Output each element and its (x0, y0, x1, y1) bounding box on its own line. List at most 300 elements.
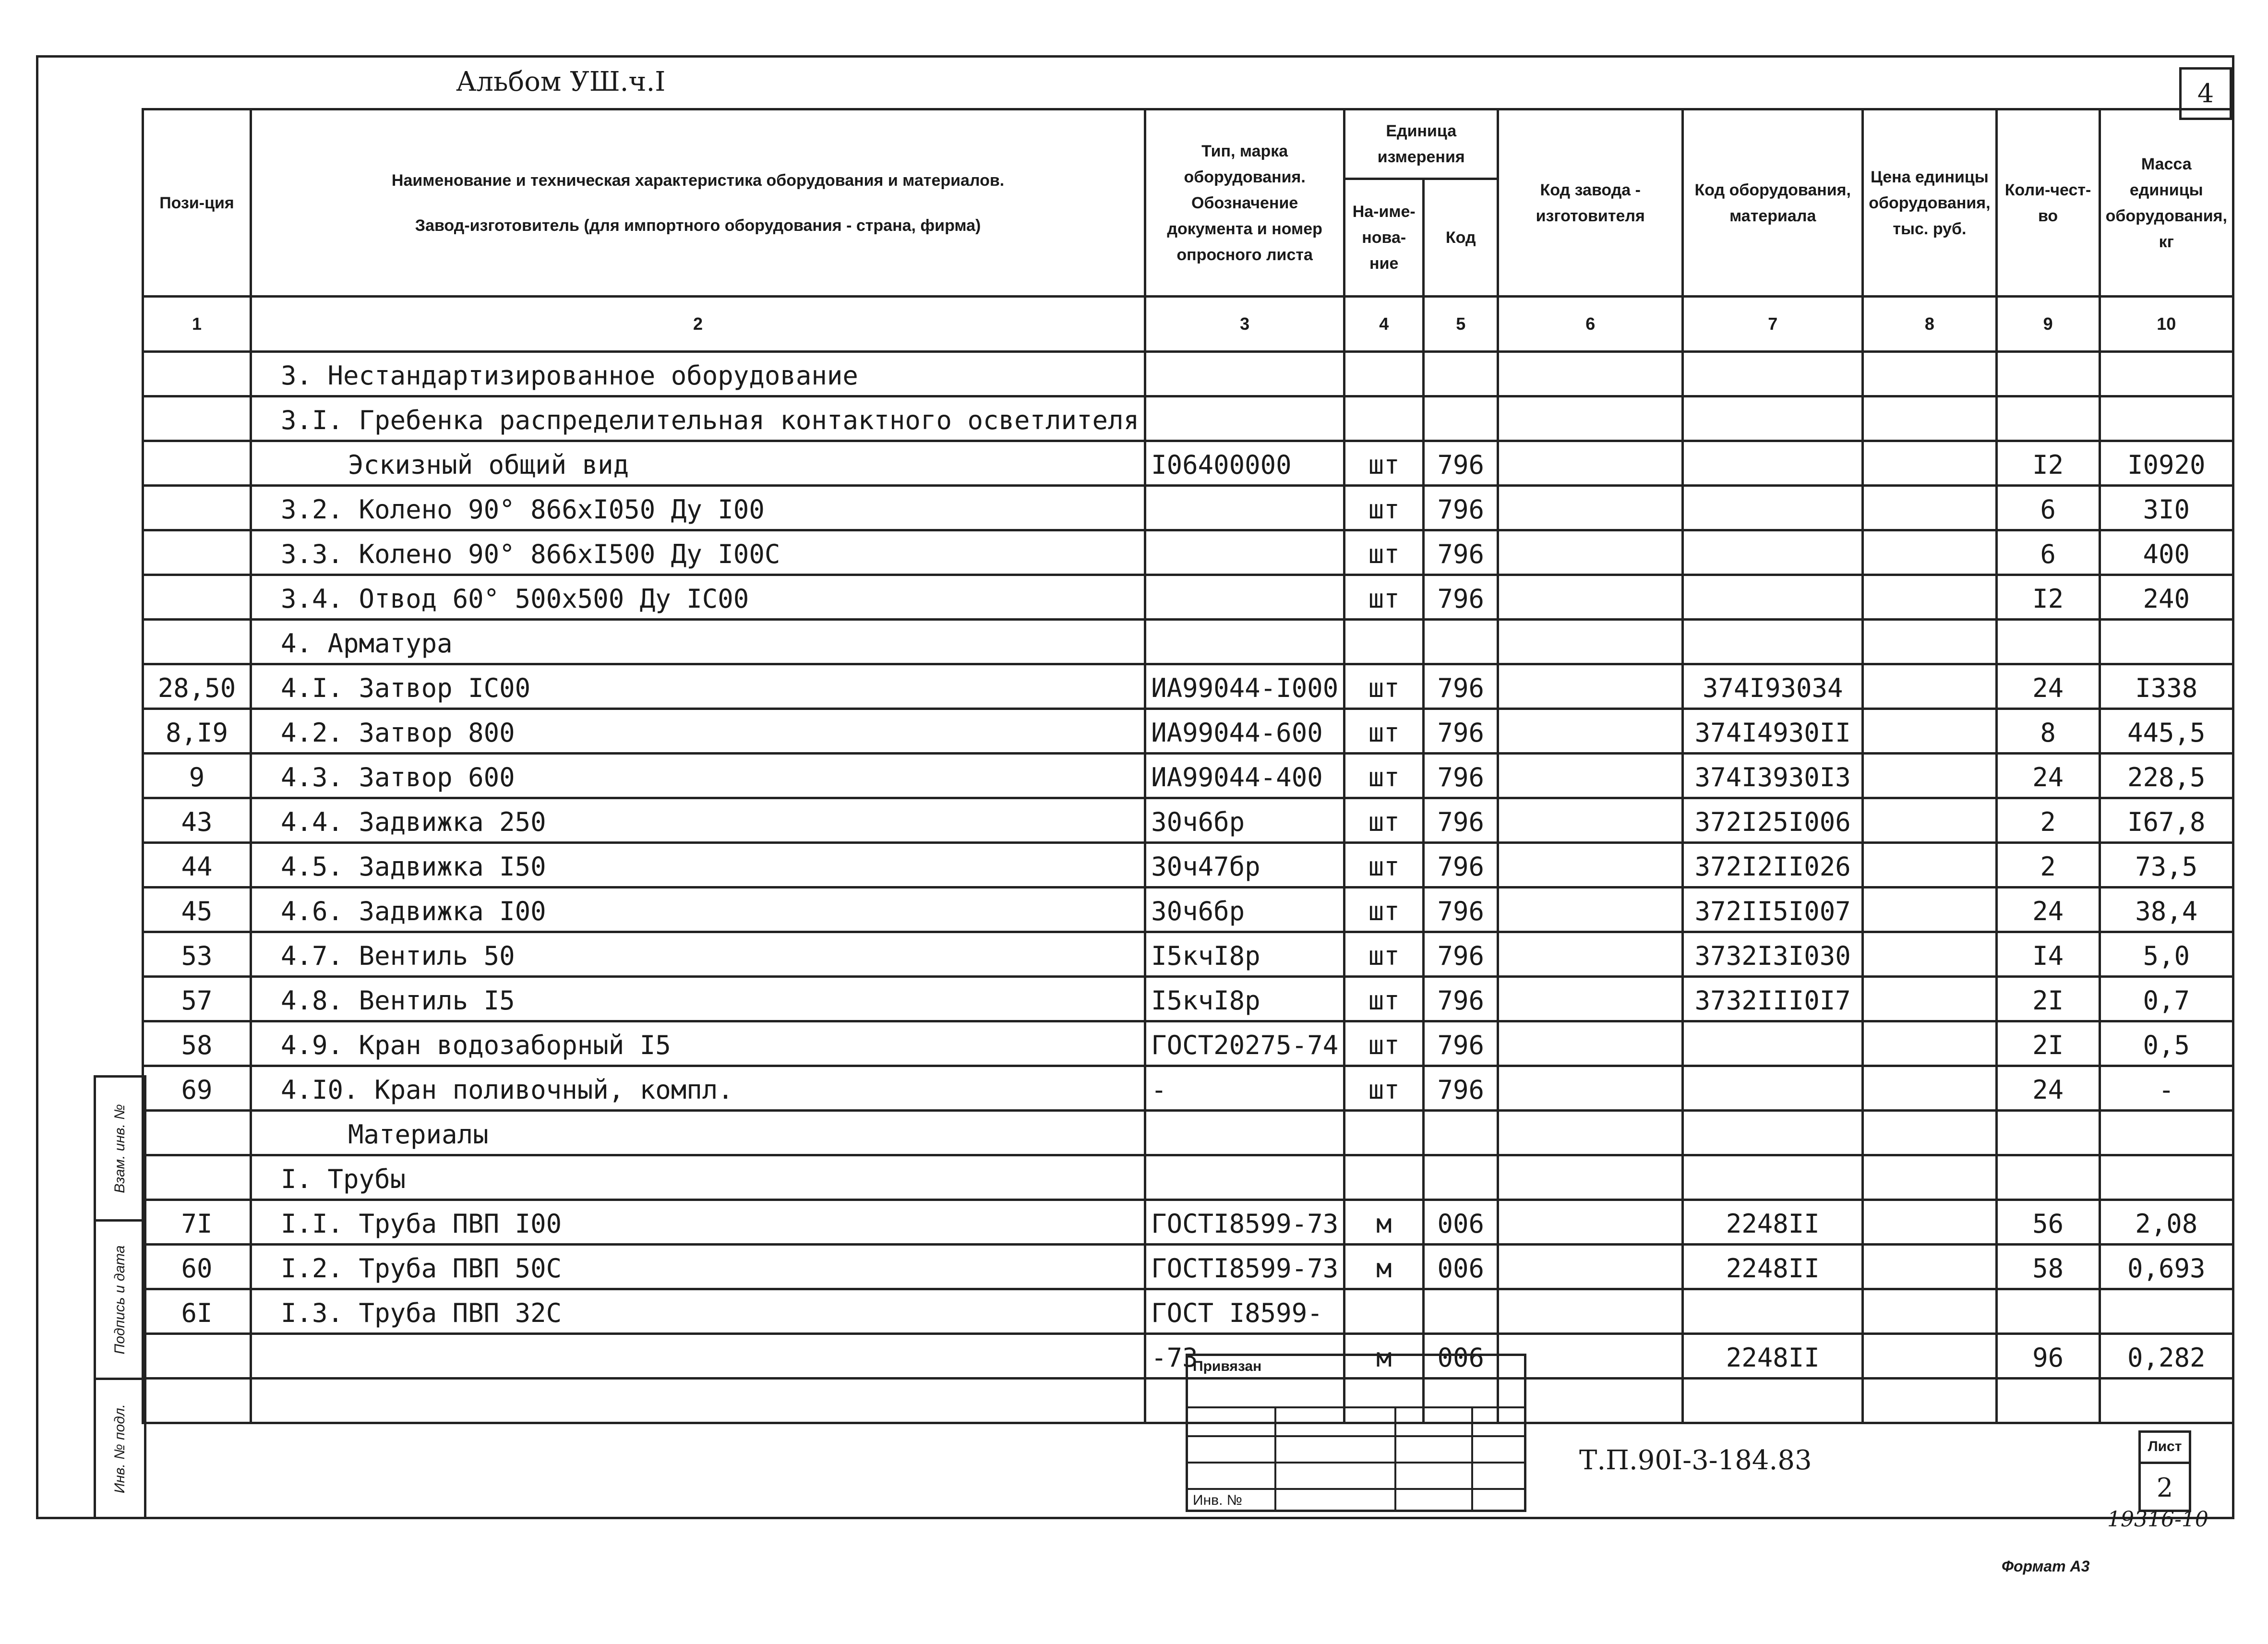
cell-type: 30ч47бр (1145, 843, 1344, 888)
header-quantity: Коли-чест-во (1996, 109, 2100, 297)
cell-mass: 73,5 (2100, 843, 2233, 888)
cell-quantity: 2I (1996, 1021, 2100, 1066)
cell-unit: шт (1344, 932, 1424, 977)
cell-material-code (1683, 620, 1863, 664)
cell-price (1863, 664, 1996, 709)
cell-material-code: 374I93034 (1683, 664, 1863, 709)
cell-factory-code (1498, 1155, 1683, 1200)
header-price: Цена единицы оборудования, тыс. руб. (1863, 109, 1996, 297)
cell-unit: шт (1344, 977, 1424, 1021)
cell-unit-code: 796 (1424, 843, 1498, 888)
cell-position: 53 (143, 932, 251, 977)
cell-price (1863, 709, 1996, 754)
cell-unit: шт (1344, 664, 1424, 709)
sheet-box-value: 2 (2156, 1473, 2173, 1503)
album-title: Альбом УШ.ч.I (456, 66, 666, 97)
cell-position: 58 (143, 1021, 251, 1066)
cell-unit (1344, 1155, 1424, 1200)
cell-quantity: 56 (1996, 1200, 2100, 1245)
cell-price (1863, 530, 1996, 575)
cell-price (1863, 932, 1996, 977)
cell-mass: 3I0 (2100, 486, 2233, 530)
cell-position (143, 620, 251, 664)
cell-type: ГОСТ I8599- (1145, 1289, 1344, 1334)
cell-name: 3.4. Отвод 60° 500х500 Ду IС00 (251, 575, 1145, 620)
cell-material-code (1683, 575, 1863, 620)
cell-factory-code (1498, 888, 1683, 932)
cell-factory-code (1498, 396, 1683, 441)
cell-name: 3.2. Колено 90° 866хI050 Ду I00 (251, 486, 1145, 530)
specification-table (142, 108, 2234, 1424)
cell-name: 3.3. Колено 90° 866хI500 Ду I00С (251, 530, 1145, 575)
cell-type: ГОСТI8599-73 (1145, 1245, 1344, 1289)
cell-unit (1344, 1289, 1424, 1334)
cell-type: ГОСТ20275-74 (1145, 1021, 1344, 1066)
cell-quantity: I4 (1996, 932, 2100, 977)
cell-unit-code: 796 (1424, 486, 1498, 530)
header-position: Пози-ция (143, 109, 251, 297)
table-row (143, 1289, 2233, 1334)
table-row (143, 888, 2233, 932)
cell-unit: шт (1344, 486, 1424, 530)
cell-material-code (1683, 352, 1863, 396)
cell-mass (2100, 1289, 2233, 1334)
cell-type: - (1145, 1066, 1344, 1111)
cell-mass: - (2100, 1066, 2233, 1111)
cell-mass (2100, 1379, 2233, 1423)
table-row (143, 575, 2233, 620)
cell-unit: шт (1344, 530, 1424, 575)
cell-unit-code: 796 (1424, 575, 1498, 620)
cell-price (1863, 396, 1996, 441)
cell-material-code (1683, 1155, 1863, 1200)
colnum-10: 10 (2100, 297, 2233, 352)
cell-unit-code (1424, 1111, 1498, 1155)
colnum-4: 4 (1344, 297, 1424, 352)
cell-quantity (1996, 1155, 2100, 1200)
cell-unit-code (1424, 620, 1498, 664)
cell-factory-code (1498, 441, 1683, 486)
cell-type (1145, 1155, 1344, 1200)
cell-position (143, 441, 251, 486)
cell-unit-code: 796 (1424, 932, 1498, 977)
cell-factory-code (1498, 1021, 1683, 1066)
cell-quantity: 2I (1996, 977, 2100, 1021)
cell-name: 4. Арматура (251, 620, 1145, 664)
cell-price (1863, 1245, 1996, 1289)
cell-price (1863, 1021, 1996, 1066)
cell-price (1863, 977, 1996, 1021)
cell-quantity (1996, 1379, 2100, 1423)
cell-position: 60 (143, 1245, 251, 1289)
cell-name: 4.4. Задвижка 250 (251, 798, 1145, 843)
cell-unit (1344, 352, 1424, 396)
cell-material-code (1683, 1021, 1863, 1066)
cell-material-code: 374I3930I3 (1683, 754, 1863, 798)
stamp-label: Привязан (1193, 1358, 1262, 1374)
table-row (143, 530, 2233, 575)
cell-material-code: 2248II (1683, 1200, 1863, 1245)
cell-mass: 445,5 (2100, 709, 2233, 754)
table-row (143, 709, 2233, 754)
cell-price (1863, 352, 1996, 396)
cell-type (1145, 396, 1344, 441)
cell-position (143, 1379, 251, 1423)
cell-name (251, 1379, 1145, 1423)
cell-unit-code (1424, 396, 1498, 441)
cell-name: 4.7. Вентиль 50 (251, 932, 1145, 977)
cell-mass: 0,693 (2100, 1245, 2233, 1289)
header-name-line2: Завод-изготовитель (для импортного оборудования - страна, фирма) (415, 216, 981, 235)
cell-price (1863, 575, 1996, 620)
side-cell-signature (96, 1222, 144, 1380)
cell-material-code (1683, 1289, 1863, 1334)
cell-mass: 228,5 (2100, 754, 2233, 798)
table-row (143, 798, 2233, 843)
cell-quantity: 96 (1996, 1334, 2100, 1379)
cell-unit: шт (1344, 843, 1424, 888)
table-row (143, 754, 2233, 798)
cell-type: 30ч6бр (1145, 798, 1344, 843)
table-row (143, 932, 2233, 977)
cell-unit-code: 796 (1424, 754, 1498, 798)
cell-position: 69 (143, 1066, 251, 1111)
cell-position (143, 396, 251, 441)
cell-material-code: 2248II (1683, 1334, 1863, 1379)
cell-unit-code (1424, 352, 1498, 396)
cell-quantity: 24 (1996, 888, 2100, 932)
colnum-6: 6 (1498, 297, 1683, 352)
cell-unit: шт (1344, 1021, 1424, 1066)
cell-unit-code: 006 (1424, 1245, 1498, 1289)
cell-unit-code: 796 (1424, 798, 1498, 843)
side-label-replace-inv: Взам. инв. № (112, 1104, 128, 1193)
cell-name: Эскизный общий вид (251, 441, 1145, 486)
cell-material-code (1683, 530, 1863, 575)
cell-price (1863, 1334, 1996, 1379)
table-row (143, 977, 2233, 1021)
colnum-3: 3 (1145, 297, 1344, 352)
cell-unit: шт (1344, 575, 1424, 620)
cell-position (143, 1155, 251, 1200)
cell-name: 4.6. Задвижка I00 (251, 888, 1145, 932)
cell-material-code: 372I25I006 (1683, 798, 1863, 843)
cell-type: 30ч6бр (1145, 888, 1344, 932)
format-label: Формат А3 (2002, 1558, 2090, 1575)
cell-factory-code (1498, 1289, 1683, 1334)
cell-quantity: 24 (1996, 1066, 2100, 1111)
cell-mass: 0,5 (2100, 1021, 2233, 1066)
cell-mass: I67,8 (2100, 798, 2233, 843)
cell-name: I. Трубы (251, 1155, 1145, 1200)
table-row (143, 1200, 2233, 1245)
cell-unit (1344, 1111, 1424, 1155)
header-unit-group: Единица измерения (1344, 109, 1498, 179)
cell-price (1863, 441, 1996, 486)
cell-quantity (1996, 620, 2100, 664)
cell-position (143, 486, 251, 530)
cell-mass: 38,4 (2100, 888, 2233, 932)
table-row (143, 1066, 2233, 1111)
cell-quantity: 24 (1996, 754, 2100, 798)
cell-factory-code (1498, 843, 1683, 888)
cell-material-code: 3732I3I030 (1683, 932, 1863, 977)
cell-name: 3.I. Гребенка распределительная контактного осветлителя (251, 396, 1145, 441)
cell-name: 4.9. Кран водозаборный I5 (251, 1021, 1145, 1066)
cell-quantity (1996, 352, 2100, 396)
cell-type (1145, 530, 1344, 575)
header-row (143, 109, 2233, 179)
cell-type: ГОСТI8599-73 (1145, 1200, 1344, 1245)
cell-unit-code: 796 (1424, 977, 1498, 1021)
cell-price (1863, 1379, 1996, 1423)
cell-position: 45 (143, 888, 251, 932)
cell-mass (2100, 1155, 2233, 1200)
table-row (143, 1245, 2233, 1289)
cell-unit-code (1424, 1289, 1498, 1334)
cell-unit (1344, 396, 1424, 441)
colnum-1: 1 (143, 297, 251, 352)
cell-mass: 0,7 (2100, 977, 2233, 1021)
header-mass: Масса единицы оборудования, кг (2100, 109, 2233, 297)
sheet-number: 4 (2179, 67, 2232, 120)
cell-quantity: 8 (1996, 709, 2100, 754)
cell-position (143, 530, 251, 575)
cell-unit-code: 796 (1424, 709, 1498, 754)
cell-unit: шт (1344, 754, 1424, 798)
header-unit-code: Код (1424, 179, 1498, 297)
cell-quantity: 2 (1996, 843, 2100, 888)
cell-unit: м (1344, 1245, 1424, 1289)
cell-name: Материалы (251, 1111, 1145, 1155)
cell-mass: 400 (2100, 530, 2233, 575)
colnum-8: 8 (1863, 297, 1996, 352)
cell-name: I.3. Труба ПВП 32С (251, 1289, 1145, 1334)
cell-unit: м (1344, 1334, 1424, 1379)
cell-factory-code (1498, 486, 1683, 530)
cell-material-code (1683, 1066, 1863, 1111)
cell-type: -73 (1145, 1334, 1344, 1379)
cell-type (1145, 575, 1344, 620)
cell-price (1863, 888, 1996, 932)
cell-unit-code: 006 (1424, 1200, 1498, 1245)
colnum-7: 7 (1683, 297, 1863, 352)
side-cell-orig-inv (96, 1380, 144, 1517)
side-label-orig-inv: Инв. № подл. (112, 1404, 128, 1493)
side-cell-replace-inv (96, 1078, 144, 1222)
table-row (143, 1111, 2233, 1155)
handwritten-code: 19316-10 (2107, 1507, 2208, 1532)
cell-quantity (1996, 1111, 2100, 1155)
sheet-box-label: Лист (2141, 1433, 2189, 1464)
cell-material-code (1683, 441, 1863, 486)
cell-mass: IЗ38 (2100, 664, 2233, 709)
cell-type (1145, 1111, 1344, 1155)
cell-factory-code (1498, 1066, 1683, 1111)
cell-position (143, 1334, 251, 1379)
table-row (143, 352, 2233, 396)
table-row (143, 396, 2233, 441)
cell-price (1863, 1200, 1996, 1245)
colnum-2: 2 (251, 297, 1145, 352)
cell-material-code (1683, 1111, 1863, 1155)
cell-factory-code (1498, 709, 1683, 754)
cell-position: 28,50 (143, 664, 251, 709)
cell-unit: м (1344, 1200, 1424, 1245)
cell-position (143, 575, 251, 620)
cell-unit-code (1424, 1155, 1498, 1200)
cell-quantity: I2 (1996, 575, 2100, 620)
cell-quantity: 24 (1996, 664, 2100, 709)
cell-price (1863, 754, 1996, 798)
cell-factory-code (1498, 1200, 1683, 1245)
cell-price (1863, 1155, 1996, 1200)
cell-mass: 240 (2100, 575, 2233, 620)
cell-name: I.I. Труба ПВП I00 (251, 1200, 1145, 1245)
cell-price (1863, 1066, 1996, 1111)
cell-position: 57 (143, 977, 251, 1021)
cell-factory-code (1498, 754, 1683, 798)
cell-position: 44 (143, 843, 251, 888)
cell-name: 4.2. Затвор 800 (251, 709, 1145, 754)
table-row (143, 1155, 2233, 1200)
cell-type (1145, 486, 1344, 530)
cell-type (1145, 620, 1344, 664)
cell-factory-code (1498, 798, 1683, 843)
cell-price (1863, 1289, 1996, 1334)
header-type: Тип, марка оборудования. Обозначение документа и номер опросного листа (1145, 109, 1344, 297)
cell-factory-code (1498, 530, 1683, 575)
cell-unit-code: 796 (1424, 530, 1498, 575)
side-signature-block (94, 1075, 146, 1519)
cell-name (251, 1334, 1145, 1379)
cell-mass: 0,282 (2100, 1334, 2233, 1379)
header-material-code: Код оборудования, материала (1683, 109, 1863, 297)
cell-quantity: 6 (1996, 530, 2100, 575)
cell-unit-code: 796 (1424, 441, 1498, 486)
cell-unit-code: 796 (1424, 664, 1498, 709)
cell-name: 4.3. Затвор 600 (251, 754, 1145, 798)
cell-quantity (1996, 1289, 2100, 1334)
cell-unit: шт (1344, 709, 1424, 754)
cell-unit: шт (1344, 441, 1424, 486)
cell-quantity: 58 (1996, 1245, 2100, 1289)
cell-price (1863, 486, 1996, 530)
cell-mass: I0920 (2100, 441, 2233, 486)
cell-type: I06400000 (1145, 441, 1344, 486)
cell-quantity (1996, 396, 2100, 441)
cell-material-code (1683, 396, 1863, 441)
cell-name: 4.8. Вентиль I5 (251, 977, 1145, 1021)
header-factory-code: Код завода - изготовителя (1498, 109, 1683, 297)
header-unit-name: На-име-нова-ние (1344, 179, 1424, 297)
cell-mass (2100, 620, 2233, 664)
cell-type: ИА99044-400 (1145, 754, 1344, 798)
cell-position (143, 352, 251, 396)
cell-material-code (1683, 1379, 1863, 1423)
cell-name: 4.I0. Кран поливочный, компл. (251, 1066, 1145, 1111)
cell-material-code: 372I2II026 (1683, 843, 1863, 888)
cell-material-code: 372II5I007 (1683, 888, 1863, 932)
cell-quantity: 6 (1996, 486, 2100, 530)
side-label-signature: Подпись и дата (112, 1245, 128, 1354)
table-row (143, 486, 2233, 530)
cell-name: 4.5. Задвижка I50 (251, 843, 1145, 888)
column-number-row (143, 297, 2233, 352)
cell-unit-code: 796 (1424, 1066, 1498, 1111)
cell-material-code: 374I4930II (1683, 709, 1863, 754)
cell-factory-code (1498, 932, 1683, 977)
cell-unit (1344, 620, 1424, 664)
cell-position: 43 (143, 798, 251, 843)
cell-price (1863, 620, 1996, 664)
cell-type: I5кчI8р (1145, 977, 1344, 1021)
table-row (143, 843, 2233, 888)
cell-mass (2100, 1111, 2233, 1155)
cell-material-code: 3732III0I7 (1683, 977, 1863, 1021)
cell-position (143, 1111, 251, 1155)
cell-material-code: 2248II (1683, 1245, 1863, 1289)
cell-mass (2100, 352, 2233, 396)
cell-position: 9 (143, 754, 251, 798)
cell-position: 6I (143, 1289, 251, 1334)
table-row (143, 620, 2233, 664)
cell-mass: 5,0 (2100, 932, 2233, 977)
cell-unit-code: 006 (1424, 1334, 1498, 1379)
cell-unit: шт (1344, 888, 1424, 932)
cell-material-code (1683, 486, 1863, 530)
table-row (143, 1021, 2233, 1066)
cell-unit: шт (1344, 798, 1424, 843)
cell-name: 3. Нестандартизированное оборудование (251, 352, 1145, 396)
cell-price (1863, 843, 1996, 888)
cell-factory-code (1498, 1245, 1683, 1289)
cell-factory-code (1498, 664, 1683, 709)
header-name-line1: Наименование и техническая характеристика оборудования и материалов. (391, 171, 1005, 190)
colnum-9: 9 (1996, 297, 2100, 352)
colnum-5: 5 (1424, 297, 1498, 352)
cell-name: 4.I. Затвор IС00 (251, 664, 1145, 709)
binding-stamp (1186, 1354, 1526, 1512)
cell-mass (2100, 396, 2233, 441)
cell-position: 7I (143, 1200, 251, 1245)
cell-factory-code (1498, 352, 1683, 396)
cell-unit-code: 796 (1424, 1021, 1498, 1066)
cell-name: I.2. Труба ПВП 50С (251, 1245, 1145, 1289)
header-name (251, 109, 1145, 297)
cell-factory-code (1498, 1111, 1683, 1155)
cell-type: I5кчI8р (1145, 932, 1344, 977)
document-designation: Т.П.90I-3-184.83 (1579, 1445, 1812, 1476)
cell-quantity: 2 (1996, 798, 2100, 843)
table-row (143, 441, 2233, 486)
cell-type: ИА99044-600 (1145, 709, 1344, 754)
table-row (143, 664, 2233, 709)
cell-mass: 2,08 (2100, 1200, 2233, 1245)
cell-price (1863, 798, 1996, 843)
cell-factory-code (1498, 575, 1683, 620)
stamp-inv-label: Инв. № (1193, 1492, 1242, 1508)
cell-factory-code (1498, 977, 1683, 1021)
sheet-box (2138, 1430, 2191, 1512)
cell-type (1145, 352, 1344, 396)
cell-quantity: I2 (1996, 441, 2100, 486)
cell-unit: шт (1344, 1066, 1424, 1111)
cell-position: 8,I9 (143, 709, 251, 754)
cell-price (1863, 1111, 1996, 1155)
cell-factory-code (1498, 620, 1683, 664)
cell-type: ИА99044-I000 (1145, 664, 1344, 709)
